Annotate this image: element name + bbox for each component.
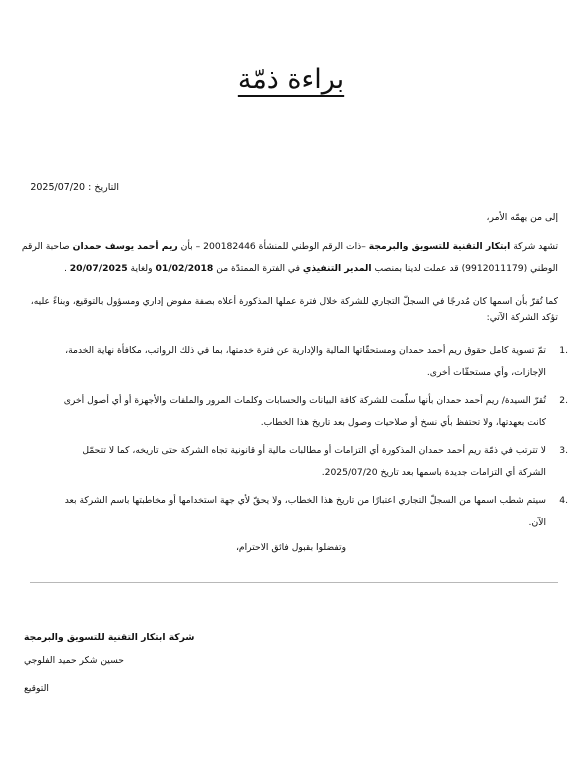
list-item-number: 4. [559, 495, 568, 506]
to-date: 20/07/2025 [69, 263, 128, 274]
list-item [65, 340, 568, 384]
list-item-line: الإجازات، وأي مستحقّات أخرى. [426, 367, 546, 378]
list-item-number: 1. [559, 345, 568, 356]
signatory-name: حسين شكر حميد الفلوجي [24, 655, 124, 666]
declaration-line-2: تؤكد الشركة الآتي: [486, 312, 558, 323]
divider [30, 582, 558, 583]
closing-line: وتفضلوا بقبول فائق الاحترام، [235, 542, 347, 553]
list-item-line: تُقرّ السيدة/ ريم أحمد حمدان بأنها سلّمت للشركة كافة البيانات والحسابات وكلمات المرور والملفات والأجهزة أو أي أصول أخرى [63, 395, 546, 406]
position-title: المدير التنفيذي [302, 263, 372, 274]
date-line: التاريخ : 2025/07/20 [30, 182, 119, 193]
list-item-line: كانت بعهدتها، ولا تحتفظ بأي نسخ أو صلاحيات وصول بعد تاريخ هذا الخطاب. [260, 417, 546, 428]
list-item [63, 390, 568, 434]
document-title: براءة ذمّة [237, 64, 345, 95]
intro-line-2: الوطني (9912011179) قد عملت لدينا بمنصب المدير التنفيذي في الفترة الممتدّة من 01/02/2018 ولغاية 20/07/2025 . [63, 263, 558, 274]
intro-line-1: تشهد شركة ابتكار التقنية للتسويق والبرمجة –ذات الرقم الوطني للمنشأة 200182446 – بأن ريم أحمد يوسف حمدان صاحبة الرقم [21, 241, 558, 252]
company-name: ابتكار التقنية للتسويق والبرمجة [368, 241, 511, 252]
list-item-number: 3. [559, 445, 568, 456]
declaration-paragraph [31, 291, 558, 329]
intro-paragraph [22, 236, 558, 280]
from-date: 01/02/2018 [155, 263, 214, 274]
list-item-line: لا تترتب في ذمّة ريم أحمد حمدان المذكورة أي التزامات أو مطالبات مالية أو قانونية تجاه الشركة حتى تاريخه، كما لا تتحمّل [82, 445, 546, 456]
list-item-line: الشركة أي التزامات جديدة باسمها بعد تاريخ 2025/07/20. [321, 467, 546, 478]
declaration-line-1: كما تُقرّ بأن اسمها كان مُدرجًا في السجلّ التجاري للشركة خلال فترة عملها المذكورة أعلاه بصفة مفوض إداري ومسؤول بالتوقيع، وبناءً عليه، [30, 296, 558, 307]
list-item-line: تمّ تسوية كامل حقوق ريم أحمد حمدان ومستحقّاتها المالية والإدارية عن فترة خدمتها، بما في ذلك الرواتب، مكافأة نهاية الخدمة، [65, 345, 546, 356]
list-item-number: 2. [559, 395, 568, 406]
list-item-line: سيتم شطب اسمها من السجلّ التجاري اعتبارًا من تاريخ هذا الخطاب، ولا يحقّ لأي جهة استخدامها أو مخاطبتها باسم الشركة بعد [64, 495, 546, 506]
list-item [82, 440, 568, 484]
greeting: إلى من يهمّه الأمر، [486, 212, 558, 223]
signature-company: شركة ابتكار التقنية للتسويق والبرمجة [24, 632, 195, 643]
list-item-line: الآن. [528, 517, 546, 528]
employee-name: ريم أحمد يوسف حمدان [72, 241, 178, 252]
list-item [64, 490, 568, 534]
signature-label: التوقيع [24, 683, 49, 694]
